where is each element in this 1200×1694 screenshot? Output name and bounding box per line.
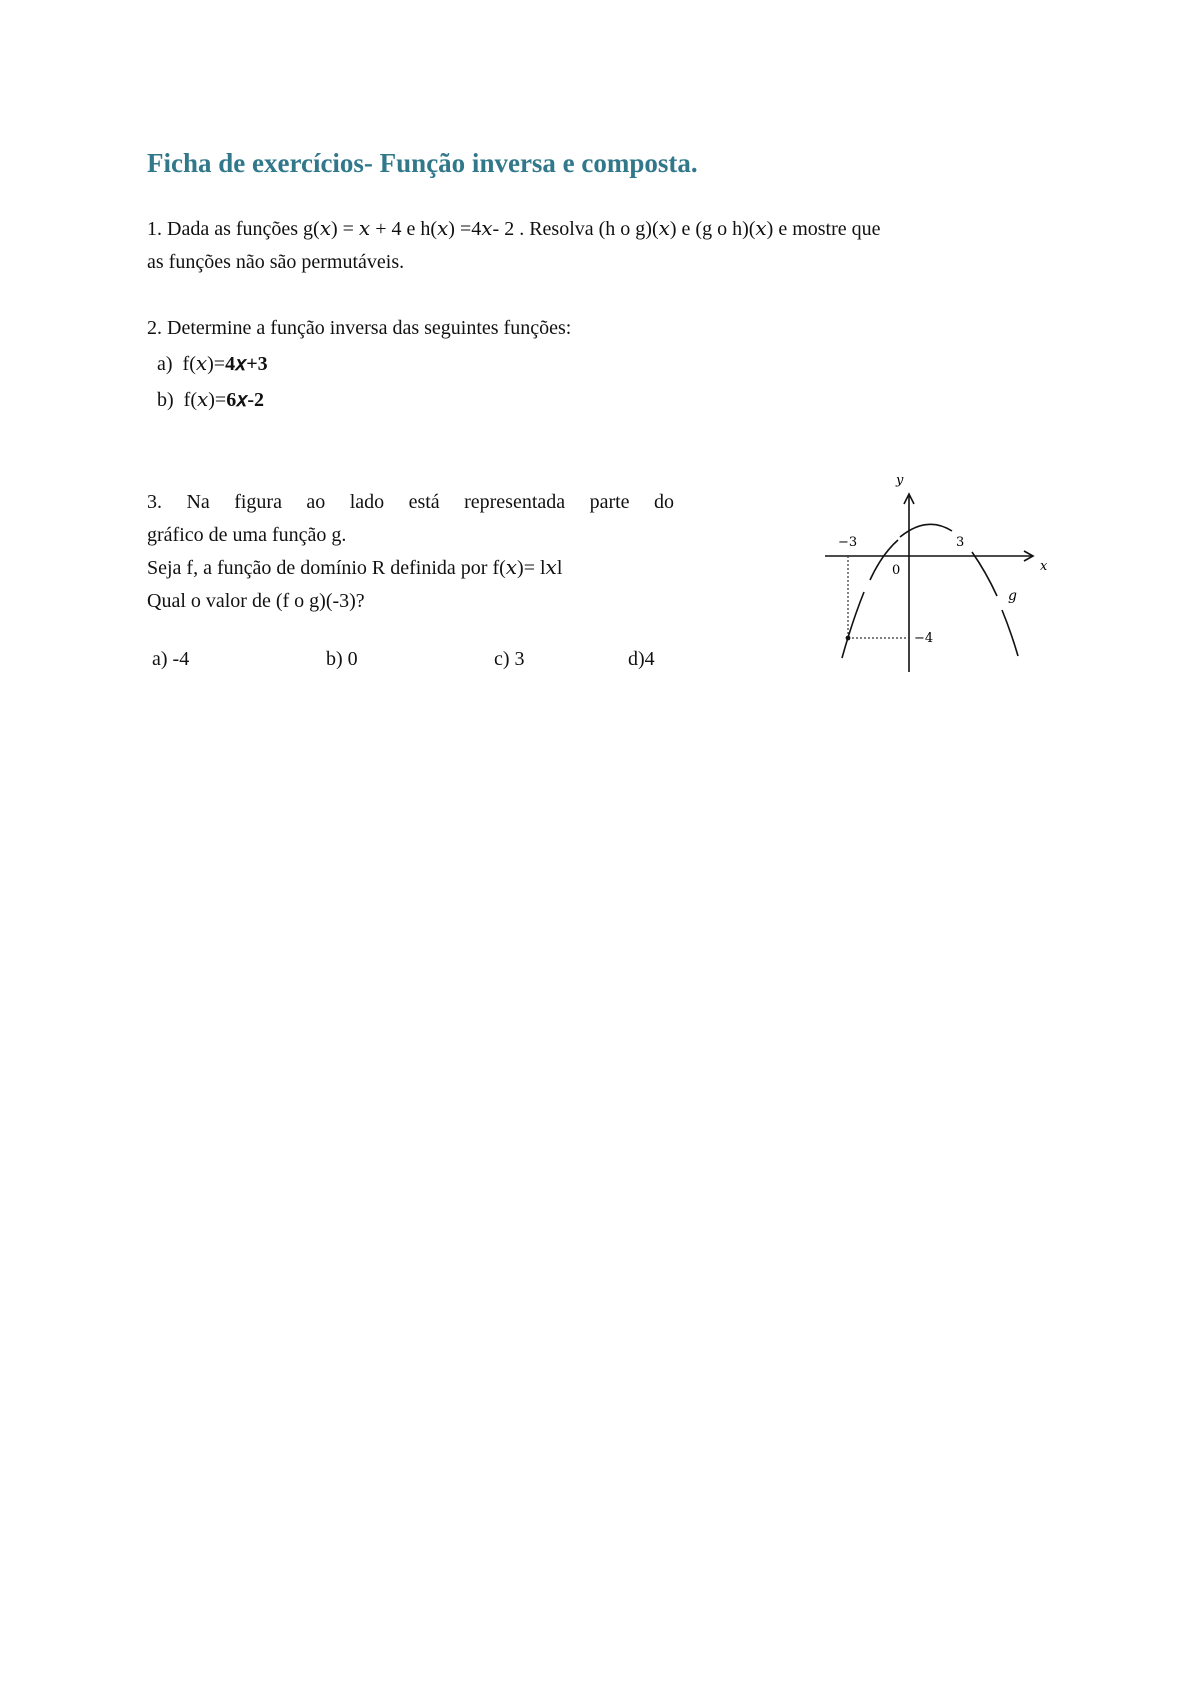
question-3-line-3: Seja f, a função de domínio R definida por f(𝑥)= l𝑥l xyxy=(147,557,563,579)
y-axis-label: y xyxy=(896,473,904,488)
tick-label-neg4: −4 xyxy=(914,631,934,646)
question-2-prompt: 2. Determine a função inversa das seguintes funções: xyxy=(147,317,572,339)
curve-g-lower-left xyxy=(842,592,864,658)
question-3-line-1: 3. Na figura ao lado está representada parte do xyxy=(147,491,674,513)
function-graph-figure xyxy=(800,460,1060,680)
point-neg3-neg4 xyxy=(846,636,851,641)
question-3-line-4: Qual o valor de (f o g)(-3)? xyxy=(147,590,365,612)
question-1-line-2: as funções não são permutáveis. xyxy=(147,251,405,273)
item-expression: f(𝑥)= xyxy=(183,389,227,411)
curve-g-top xyxy=(900,524,952,537)
item-label: a) xyxy=(157,353,173,375)
x-axis-label: x xyxy=(1040,559,1048,574)
curve-g-lower-right xyxy=(1002,610,1018,656)
option-a: a) -4 xyxy=(152,648,190,670)
question-1-line-1: 1. Dada as funções g(𝑥) = 𝑥 + 4 e h(𝑥) =4𝑥- 2 . Resolva (h o g)(𝑥) e (g o h)(𝑥) e mostre que xyxy=(147,218,881,240)
question-3-text xyxy=(147,486,674,618)
option-d: d)4 xyxy=(628,648,655,670)
question-2-item-b xyxy=(157,384,264,417)
question-3-line-2: gráfico de uma função g. xyxy=(147,524,347,546)
page-title: Ficha de exercícios- Função inversa e composta. xyxy=(147,148,698,178)
tick-label-3: 3 xyxy=(956,535,965,550)
option-b: b) 0 xyxy=(326,648,358,670)
origin-label: 0 xyxy=(892,563,901,578)
tick-label-neg3: −3 xyxy=(838,535,858,550)
curve-g-right xyxy=(972,552,997,596)
item-expression-bold: 4𝑥+3 xyxy=(225,353,268,375)
item-label: b) xyxy=(157,389,174,411)
item-expression-bold: 6𝑥-2 xyxy=(226,389,265,411)
option-c: c) 3 xyxy=(494,648,525,670)
curve-label: g xyxy=(1008,588,1017,604)
item-expression: f(𝑥)= xyxy=(182,353,226,375)
question-2-item-a xyxy=(157,348,268,381)
